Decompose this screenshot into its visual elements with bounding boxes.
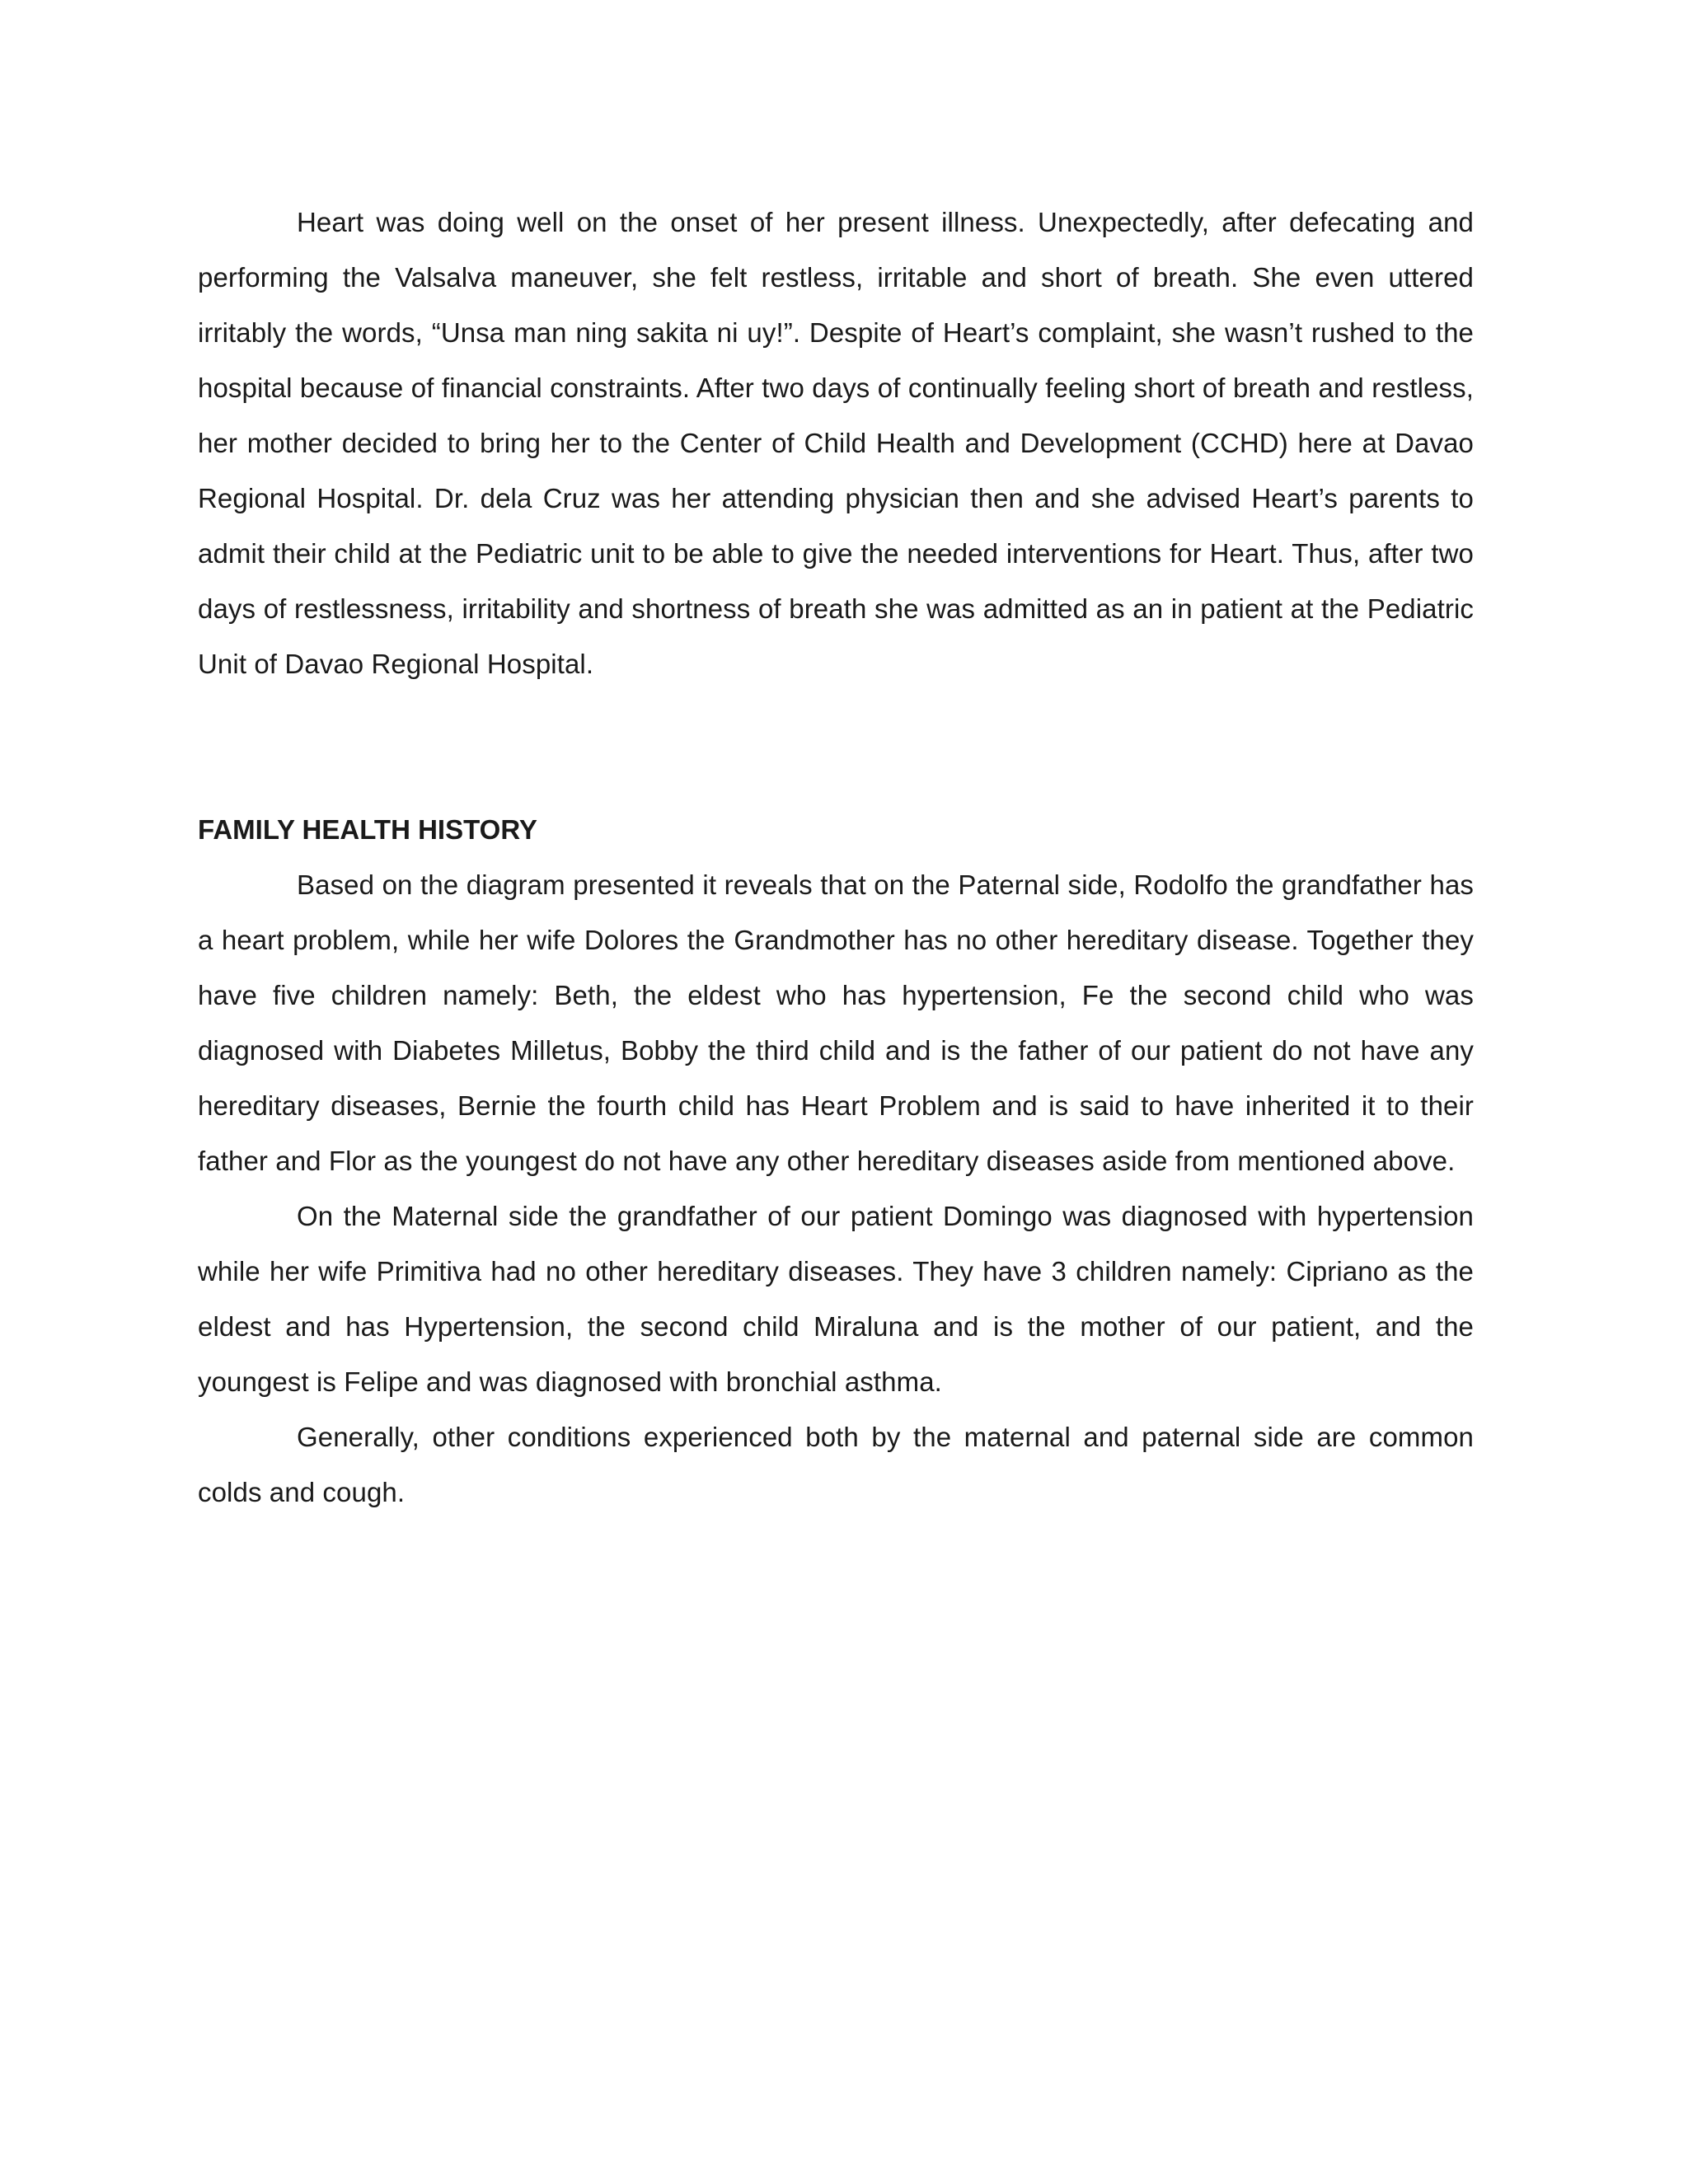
- family-health-history-heading: FAMILY HEALTH HISTORY: [198, 814, 537, 845]
- general-conditions-paragraph: Generally, other conditions experienced both by the maternal and paternal side are common colds and cough.: [198, 1422, 1474, 1507]
- section-spacer: [198, 691, 1474, 802]
- maternal-side-paragraph: On the Maternal side the grandfather of our patient Domingo was diagnosed with hypertension while her wife Primitiva had no other hereditary diseases. They have 3 children namely: Cipriano as the eldest and has Hypertension, the second child Miraluna and is the mother of our patient, and the youngest is Felipe and was diagnosed with bronchial asthma.: [198, 1201, 1474, 1397]
- paternal-side-paragraph: Based on the diagram presented it reveals that on the Paternal side, Rodolfo the grandfather has a heart problem, while her wife Dolores the Grandmother has no other hereditary disease. Together they have five children namely: Beth, the eldest who has hypertension, Fe the second child who was diagnosed with Diabetes Milletus, Bobby the third child and is the father of our patient do not have any hereditary diseases, Bernie the fourth child has Heart Problem and is said to have inherited it to their father and Flor as the youngest do not have any other hereditary diseases aside from mentioned above.: [198, 869, 1474, 1176]
- present-illness-paragraph: Heart was doing well on the onset of her present illness. Unexpectedly, after defecating and performing the Valsalva maneuver, she felt restless, irritable and short of breath. She even uttered irritably the words, “Unsa man ning sakita ni uy!”. Despite of Heart’s complaint, she wasn’t rushed to the hospital because of financial constraints. After two days of continually feeling short of breath and restless, her mother decided to bring her to the Center of Child Health and Development (CCHD) here at Davao Regional Hospital. Dr. dela Cruz was her attending physician then and she advised Heart’s parents to admit their child at the Pediatric unit to be able to give the needed interventions for Heart. Thus, after two days of restlessness, irritability and shortness of breath she was admitted as an in patient at the Pediatric Unit of Davao Regional Hospital.: [198, 207, 1474, 679]
- document-body: [198, 194, 1474, 1520]
